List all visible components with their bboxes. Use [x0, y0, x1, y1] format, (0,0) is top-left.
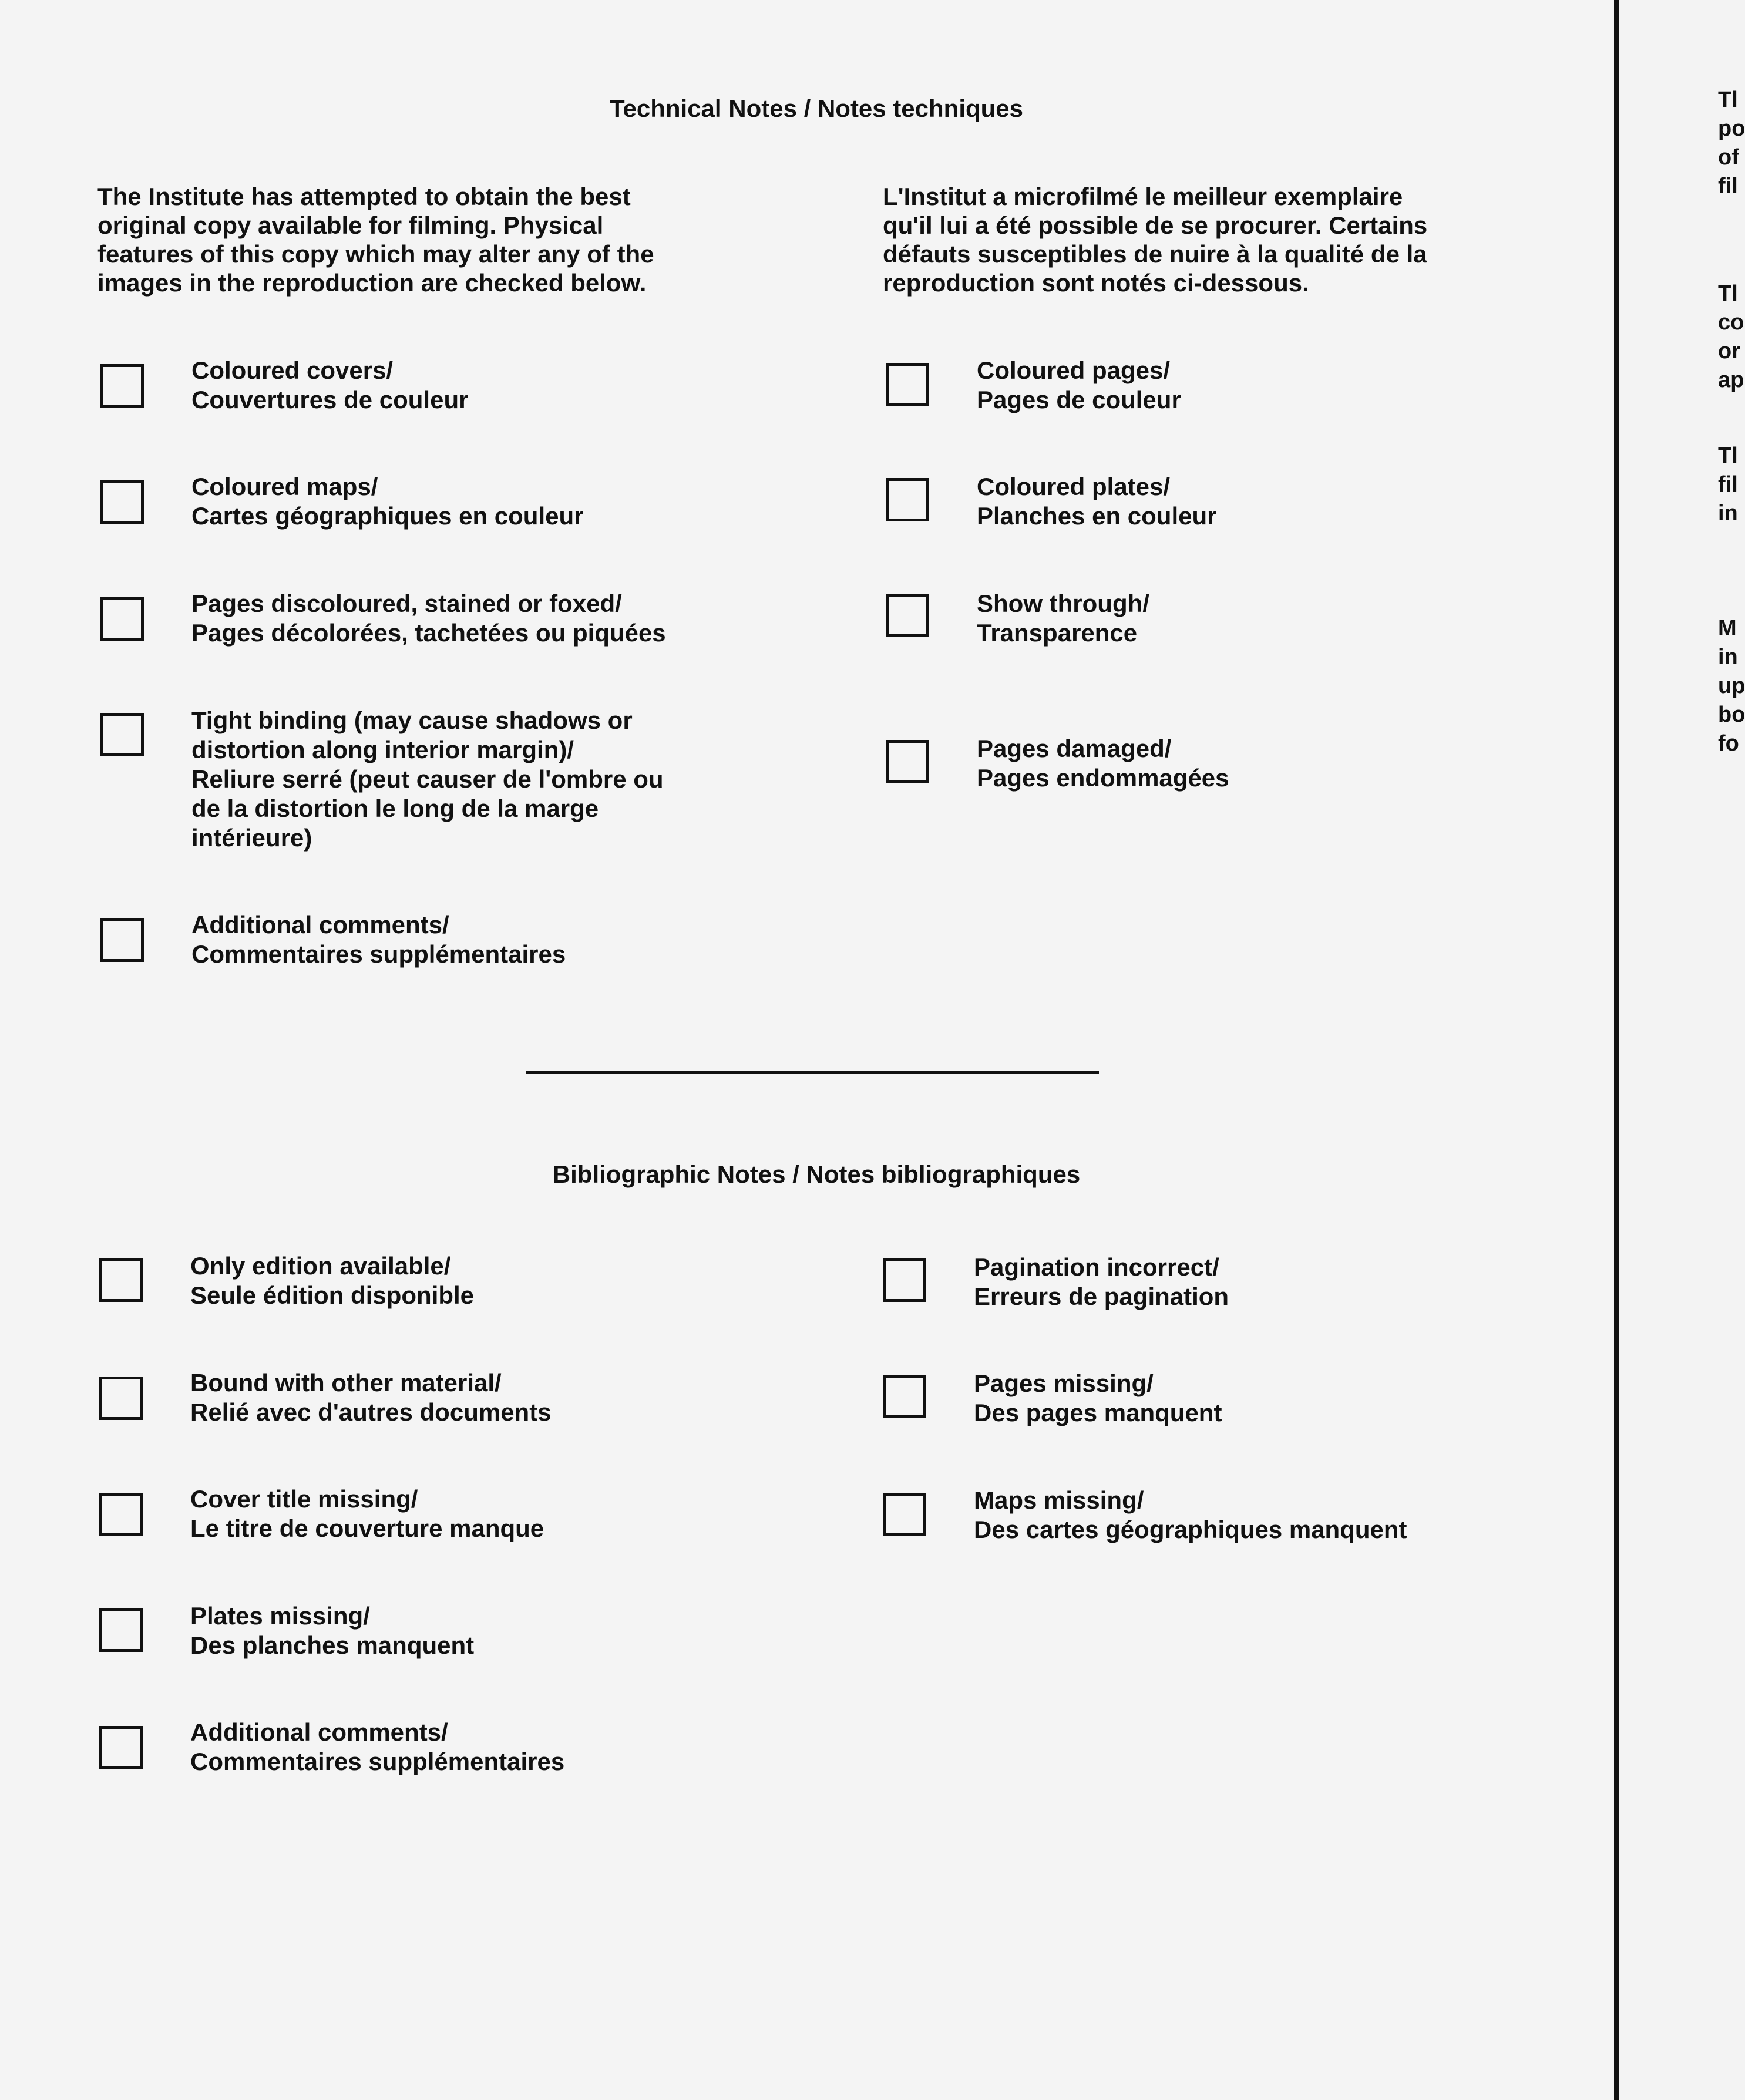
label-line: intérieure): [191, 824, 312, 852]
edge-line: in: [1718, 501, 1738, 526]
item-label: [190, 1601, 836, 1660]
label-line: Coloured covers/: [191, 356, 394, 384]
item-label: [974, 1486, 1620, 1544]
item-label: [191, 589, 838, 648]
checkbox[interactable]: [883, 1493, 926, 1536]
label-line: Coloured plates/: [977, 473, 1171, 500]
checkbox[interactable]: [883, 1258, 926, 1302]
label-line: Additional comments/: [190, 1718, 448, 1746]
edge-line: of: [1718, 145, 1739, 170]
item-label: [191, 706, 838, 853]
intro-french: L'Institut a microfilmé le meilleur exemplaire qu'il lui a été possible de se procurer. Certains défauts susceptibles de nuire à la qualité de la reproduction sont notés ci-dessous.: [883, 183, 1428, 297]
label-line: Maps missing/: [974, 1486, 1144, 1514]
edge-line: bo: [1718, 702, 1745, 727]
label-line: distortion along interior margin)/: [191, 736, 574, 763]
label-line: Plates missing/: [190, 1602, 370, 1630]
item-label: [190, 1485, 836, 1543]
edge-line: fil: [1718, 174, 1738, 198]
label-line: Pages décolorées, tachetées ou piquées: [191, 619, 666, 647]
label-line: Pages discoloured, stained or foxed/: [191, 590, 622, 617]
item-label: [974, 1253, 1620, 1311]
label-line: Pages de couleur: [977, 386, 1181, 413]
label-line: Coloured maps/: [191, 473, 378, 500]
edge-line: fo: [1718, 731, 1739, 756]
checkbox[interactable]: [886, 740, 929, 783]
label-line: Planches en couleur: [977, 502, 1217, 530]
label-line: de la distortion le long de la marge: [191, 795, 599, 822]
checkbox[interactable]: [886, 478, 929, 521]
checkbox[interactable]: [99, 1608, 143, 1652]
label-line: Relié avec d'autres documents: [190, 1398, 552, 1426]
item-label: [191, 910, 838, 969]
edge-line: or: [1718, 339, 1740, 364]
edge-text-fragment: [1718, 280, 1744, 395]
edge-line: ap: [1718, 368, 1744, 392]
checkbox[interactable]: [100, 480, 144, 524]
edge-line: po: [1718, 116, 1745, 141]
page-edge-rule: [1614, 0, 1619, 2100]
edge-line: up: [1718, 674, 1745, 698]
technical-notes-heading: Technical Notes / Notes techniques: [609, 95, 1024, 122]
label-line: Transparence: [977, 619, 1138, 647]
checkbox[interactable]: [100, 713, 144, 756]
edge-line: Tl: [1718, 443, 1738, 468]
checkbox[interactable]: [886, 363, 929, 406]
item-label: [190, 1251, 836, 1310]
edge-line: fil: [1718, 472, 1738, 497]
edge-line: Tl: [1718, 281, 1738, 306]
item-label: [190, 1368, 836, 1427]
item-label: [190, 1718, 836, 1776]
label-line: Pagination incorrect/: [974, 1253, 1219, 1281]
item-label: [191, 356, 838, 415]
label-line: Couvertures de couleur: [191, 386, 469, 413]
label-line: Pages missing/: [974, 1369, 1154, 1397]
checkbox[interactable]: [99, 1258, 143, 1302]
label-line: Le titre de couverture manque: [190, 1515, 544, 1542]
item-label: [977, 589, 1623, 648]
label-line: Coloured pages/: [977, 356, 1171, 384]
edge-text-fragment: [1718, 614, 1745, 758]
edge-line: M: [1718, 616, 1737, 641]
item-label: [974, 1369, 1620, 1428]
label-line: Des pages manquent: [974, 1399, 1222, 1426]
checkbox[interactable]: [100, 364, 144, 408]
intro-english: The Institute has attempted to obtain the best original copy available for filming. Physical features of this copy which may alter any of the images in the reproduction are checked below.: [97, 183, 654, 297]
label-line: Seule édition disponible: [190, 1281, 475, 1309]
edge-line: co: [1718, 310, 1744, 335]
label-line: Reliure serré (peut causer de l'ombre ou: [191, 765, 664, 793]
label-line: Show through/: [977, 590, 1149, 617]
edge-line: in: [1718, 645, 1738, 669]
label-line: Cartes géographiques en couleur: [191, 502, 584, 530]
label-line: Des cartes géographiques manquent: [974, 1516, 1407, 1543]
item-label: [977, 734, 1623, 793]
label-line: Pages endommagées: [977, 764, 1229, 792]
edge-line: Tl: [1718, 88, 1738, 112]
label-line: Des planches manquent: [190, 1631, 475, 1659]
checkbox[interactable]: [99, 1726, 143, 1769]
label-line: Tight binding (may cause shadows or: [191, 706, 633, 734]
item-label: [977, 356, 1623, 415]
label-line: Cover title missing/: [190, 1485, 418, 1513]
label-line: Bound with other material/: [190, 1369, 502, 1396]
checkbox[interactable]: [100, 597, 144, 641]
label-line: Pages damaged/: [977, 735, 1172, 762]
edge-text-fragment: [1718, 442, 1741, 528]
checkbox[interactable]: [100, 918, 144, 962]
edge-text-fragment: [1718, 86, 1745, 201]
label-line: Commentaires supplémentaires: [190, 1748, 565, 1775]
label-line: Additional comments/: [191, 911, 449, 938]
checkbox[interactable]: [886, 594, 929, 637]
bibliographic-notes-heading: Bibliographic Notes / Notes bibliographiques: [552, 1160, 1081, 1188]
checkbox[interactable]: [99, 1377, 143, 1420]
section-divider: [526, 1071, 1099, 1074]
item-label: [977, 472, 1623, 531]
label-line: Erreurs de pagination: [974, 1283, 1229, 1310]
item-label: [191, 472, 838, 531]
label-line: Only edition available/: [190, 1252, 451, 1280]
checkbox[interactable]: [883, 1375, 926, 1418]
checkbox[interactable]: [99, 1493, 143, 1536]
label-line: Commentaires supplémentaires: [191, 940, 566, 968]
